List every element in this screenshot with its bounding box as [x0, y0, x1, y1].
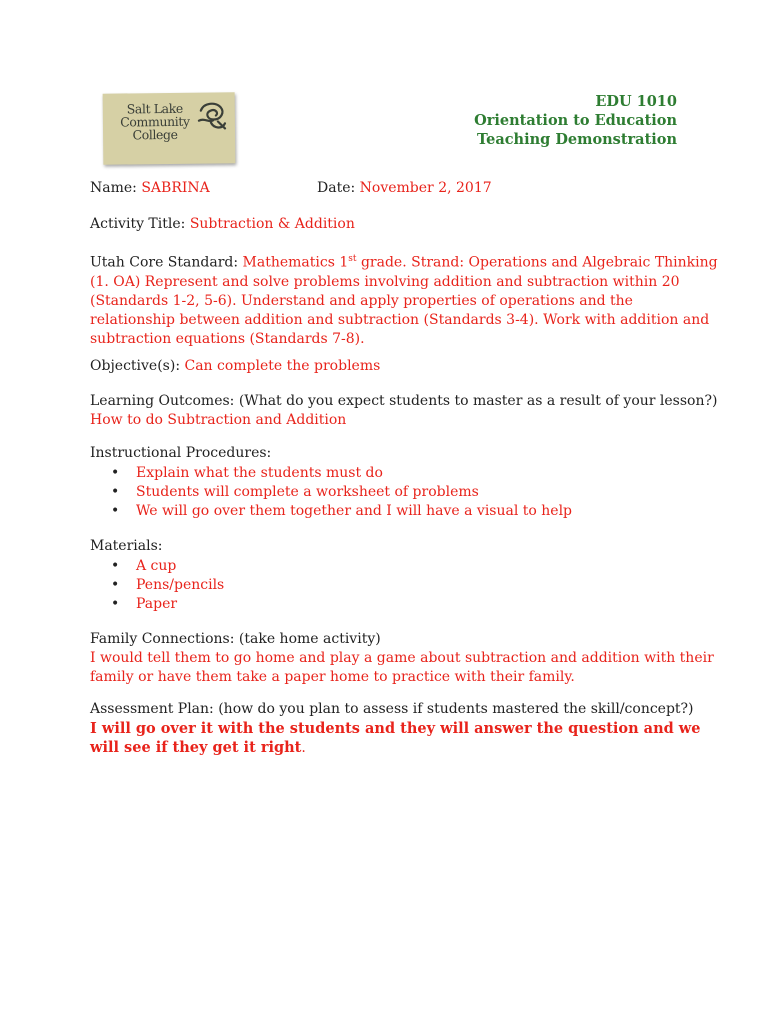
logo-line-3: College	[132, 126, 178, 143]
assessment-section	[90, 700, 701, 758]
objectives-field	[90, 358, 380, 374]
procedures-label: Instructional Procedures:	[90, 445, 272, 461]
core-standard-value-rest: grade. Strand: Operations and Algebraic Thinking	[356, 254, 718, 271]
objectives-label: Objective(s):	[90, 358, 181, 374]
name-value: SABRINA	[141, 180, 210, 196]
core-standard-line: (1. OA) Represent and solve problems involving addition and subtraction within 20	[90, 273, 680, 290]
activity-title-field	[90, 216, 355, 232]
assessment-line: I will go over it with the students and they will answer the question and we	[90, 720, 701, 737]
family-connections-line: I would tell them to go home and play a game about subtraction and addition with their	[90, 650, 714, 666]
slcc-logo	[103, 92, 236, 164]
core-standard-line: subtraction equations (Standards 7-8).	[90, 330, 365, 347]
core-standard-line: (Standards 1-2, 5-6). Understand and apply properties of operations and the	[90, 292, 633, 309]
core-standard-value-start: Mathematics 1	[242, 254, 349, 271]
procedures-list	[111, 464, 572, 521]
list-item: • Explain what the students must do	[111, 464, 572, 483]
family-connections-line: family or have them take a paper home to practice with their family.	[90, 669, 575, 685]
date-field	[317, 180, 492, 196]
activity-title-value: Subtraction & Addition	[189, 216, 355, 232]
learning-outcomes-label: Learning Outcomes: (What do you expect students to master as a result of your lesson?)	[90, 393, 718, 409]
logo-wordmark	[113, 102, 197, 142]
name-field	[90, 180, 210, 196]
list-item: • We will go over them together and I will have a visual to help	[111, 502, 572, 521]
date-label: Date:	[317, 180, 356, 196]
core-standard-sup: st	[348, 254, 357, 264]
course-code: EDU 1010	[595, 93, 677, 110]
family-connections-label: Family Connections: (take home activity)	[90, 631, 381, 647]
materials-label: Materials:	[90, 538, 163, 554]
assessment-label: Assessment Plan: (how do you plan to assess if students mastered the skill/concept?)	[90, 701, 694, 717]
list-item: • Students will complete a worksheet of problems	[111, 483, 572, 502]
name-label: Name:	[90, 180, 137, 196]
activity-title-label: Activity Title:	[90, 216, 186, 232]
logo-emblem-icon	[194, 98, 230, 134]
assessment-trailing-period: .	[301, 740, 306, 756]
logo-line-2: Community	[120, 113, 190, 130]
list-item: • A cup	[111, 557, 224, 576]
learning-outcomes-section	[90, 392, 717, 430]
logo-line-1: Salt Lake	[126, 100, 183, 117]
learning-outcomes-value: How to do Subtraction and Addition	[90, 412, 347, 428]
document-type: Teaching Demonstration	[476, 131, 677, 148]
core-standard-section	[90, 250, 718, 349]
family-connections-section	[90, 630, 714, 687]
course-title: Orientation to Education	[474, 112, 677, 129]
course-header	[474, 92, 677, 149]
core-standard-line: relationship between addition and subtraction (Standards 3-4). Work with addition and	[90, 311, 710, 328]
list-item: • Paper	[111, 595, 224, 614]
list-item: • Pens/pencils	[111, 576, 224, 595]
materials-list	[111, 557, 224, 614]
objectives-value: Can complete the problems	[184, 358, 381, 374]
date-value: November 2, 2017	[359, 180, 492, 196]
assessment-line: will see if they get it right	[90, 739, 302, 756]
core-standard-label: Utah Core Standard:	[90, 254, 239, 271]
